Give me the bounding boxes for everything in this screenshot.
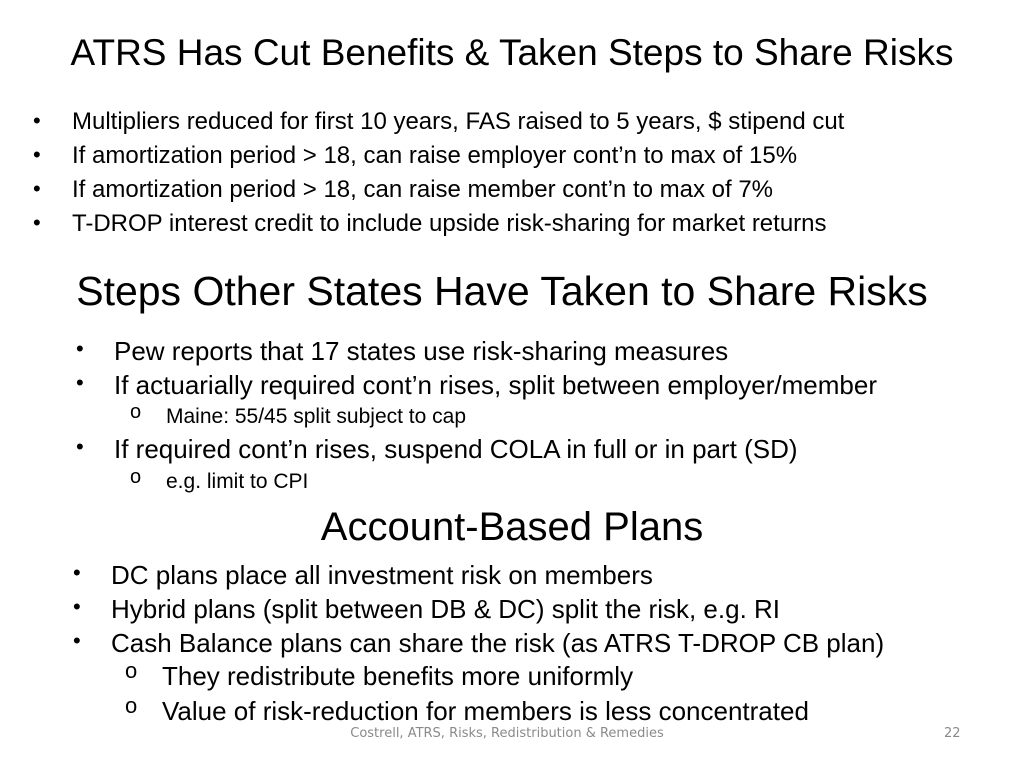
bullet-text: Multipliers reduced for first 10 years, FAS raised to 5 years, $ stipend cut	[72, 108, 845, 135]
section1-title: ATRS Has Cut Benefits & Taken Steps to Share Risks	[70, 32, 954, 73]
page-number: 22	[944, 726, 961, 741]
bullet-text: Hybrid plans (split between DB & DC) split the risk, e.g. RI	[111, 594, 781, 624]
sub-bullet-icon: o	[125, 658, 138, 683]
bullet-text: Cash Balance plans can share the risk (as ATRS T-DROP CB plan)	[111, 628, 885, 658]
sub-bullet-text: Maine: 55/45 split subject to cap	[166, 405, 467, 428]
section3-title: Account-Based Plans	[320, 505, 704, 549]
bullet-icon: •	[76, 434, 84, 459]
sub-bullet-text: Value of risk-reduction for members is less concentrated	[162, 696, 809, 726]
bullet-text: If actuarially required cont’n rises, split between employer/member	[114, 370, 878, 400]
bullet-icon: •	[76, 336, 84, 361]
section2-title: Steps Other States Have Taken to Share Risks	[76, 268, 928, 314]
sub-bullet-icon: o	[130, 466, 142, 488]
sub-bullet-icon: o	[125, 693, 138, 718]
bullet-text: Pew reports that 17 states use risk-sharing measures	[114, 336, 729, 366]
bullet-text: If amortization period > 18, can raise employer cont’n to max of 15%	[72, 142, 798, 169]
bullet-text: If amortization period > 18, can raise member cont’n to max of 7%	[72, 176, 774, 203]
bullet-icon: •	[73, 628, 81, 653]
bullet-icon: •	[76, 370, 84, 395]
bullet-text: DC plans place all investment risk on members	[111, 560, 653, 590]
bullet-text: If required cont’n rises, suspend COLA in full or in part (SD)	[114, 434, 798, 464]
footer-text: Costrell, ATRS, Risks, Redistribution & Remedies	[350, 726, 664, 741]
sub-bullet-icon: o	[130, 401, 142, 423]
bullet-icon: •	[33, 142, 41, 167]
bullet-icon: •	[33, 210, 41, 235]
sub-bullet-text: They redistribute benefits more uniformly	[162, 661, 634, 691]
bullet-text: T-DROP interest credit to include upside risk-sharing for market returns	[72, 210, 827, 237]
bullet-icon: •	[73, 594, 81, 619]
sub-bullet-text: e.g. limit to CPI	[166, 470, 309, 493]
bullet-icon: •	[33, 176, 41, 201]
bullet-icon: •	[33, 108, 41, 133]
bullet-icon: •	[73, 560, 81, 585]
